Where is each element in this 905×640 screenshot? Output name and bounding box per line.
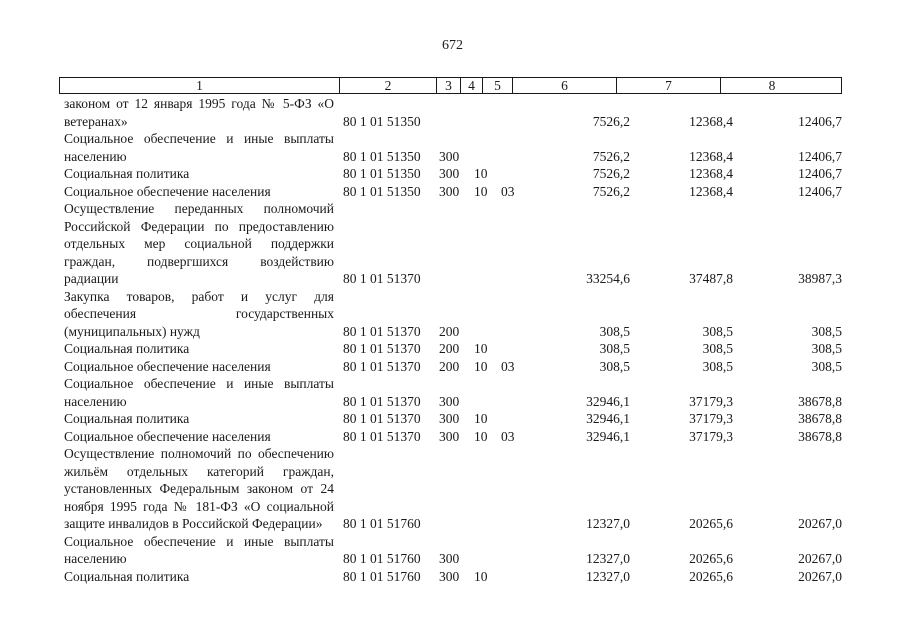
table-row xyxy=(64,410,844,428)
row-value-col-6: 7526,2 xyxy=(592,166,630,181)
row-section: 10 xyxy=(474,183,488,199)
row-code: 80 1 01 51370 xyxy=(343,358,421,374)
row-label: Социальная политика xyxy=(64,568,190,584)
row-value-col-7: 20265,6 xyxy=(689,551,733,566)
row-label: законом от 12 января 1995 года № 5-ФЗ «О ветеранах» xyxy=(64,96,334,129)
row-section: 10 xyxy=(474,358,488,374)
row-expense-type: 300 xyxy=(439,183,460,199)
row-value-col-8: 38678,8 xyxy=(798,393,842,409)
row-expense-type: 300 xyxy=(439,148,460,164)
row-value-col-6: 12327,0 xyxy=(586,568,630,584)
row-value-col-8: 38678,8 xyxy=(798,411,842,426)
header-col-7: 7 xyxy=(617,78,721,93)
row-value-col-6: 12327,0 xyxy=(586,516,630,531)
row-value-col-6: 7526,2 xyxy=(592,183,630,199)
row-subsection: 03 xyxy=(501,358,515,374)
header-col-6: 6 xyxy=(513,78,617,93)
table-row xyxy=(64,183,844,201)
table-row xyxy=(64,358,844,376)
row-section: 10 xyxy=(474,166,488,181)
row-value-col-6: 308,5 xyxy=(599,323,630,339)
row-value-col-7: 308,5 xyxy=(702,341,733,356)
row-value-col-6: 308,5 xyxy=(599,341,630,356)
row-label: Социальная политика xyxy=(64,411,190,426)
row-cells xyxy=(64,428,844,446)
row-value-col-7: 20265,6 xyxy=(689,568,733,584)
row-label: Социальное обеспечение населения xyxy=(64,358,271,374)
row-value-col-7: 37179,3 xyxy=(689,428,733,444)
header-col-1: 1 xyxy=(60,78,340,93)
row-value-col-8: 12406,7 xyxy=(798,113,842,129)
row-code: 80 1 01 51370 xyxy=(343,428,421,444)
row-cells xyxy=(64,340,844,358)
row-section: 10 xyxy=(474,411,488,426)
table-row xyxy=(64,568,844,586)
row-expense-type: 300 xyxy=(439,411,460,426)
row-expense-type: 300 xyxy=(439,166,460,181)
row-cells xyxy=(64,183,844,201)
row-code: 80 1 01 51760 xyxy=(343,568,421,584)
row-expense-type: 300 xyxy=(439,551,460,566)
table-row xyxy=(64,200,844,288)
row-code: 80 1 01 51350 xyxy=(343,148,421,164)
row-value-col-7: 37487,8 xyxy=(689,271,733,286)
row-cells xyxy=(64,165,844,183)
row-value-col-8: 38987,3 xyxy=(798,271,842,286)
row-value-col-6: 7526,2 xyxy=(592,113,630,129)
page-number: 672 xyxy=(442,38,463,53)
table-row xyxy=(64,533,844,568)
row-value-col-8: 308,5 xyxy=(811,358,842,374)
row-value-col-6: 32946,1 xyxy=(586,393,630,409)
row-cells xyxy=(64,550,844,568)
row-value-col-7: 12368,4 xyxy=(689,183,733,199)
row-value-col-7: 37179,3 xyxy=(689,393,733,409)
row-cells xyxy=(64,410,844,428)
table-row xyxy=(64,288,844,341)
table-row xyxy=(64,375,844,410)
table-row xyxy=(64,428,844,446)
row-subsection: 03 xyxy=(501,428,515,444)
row-value-col-6: 12327,0 xyxy=(586,551,630,566)
row-section: 10 xyxy=(474,568,488,584)
row-code: 80 1 01 51350 xyxy=(343,183,421,199)
row-value-col-7: 308,5 xyxy=(702,358,733,374)
row-code: 80 1 01 51370 xyxy=(343,271,421,286)
row-cells xyxy=(64,515,844,533)
row-cells xyxy=(64,568,844,586)
row-expense-type: 300 xyxy=(439,428,460,444)
row-label: Социальное обеспечение населения xyxy=(64,428,271,444)
row-expense-type: 200 xyxy=(439,341,460,356)
row-value-col-8: 12406,7 xyxy=(798,183,842,199)
row-value-col-6: 308,5 xyxy=(599,358,630,374)
row-code: 80 1 01 51370 xyxy=(343,411,421,426)
row-label: Социальное обеспечение и иные выплаты населению xyxy=(64,131,334,164)
header-col-5: 5 xyxy=(483,78,513,93)
row-value-col-8: 20267,0 xyxy=(798,516,842,531)
row-section: 10 xyxy=(474,428,488,444)
header-col-8: 8 xyxy=(768,78,776,93)
row-value-col-8: 12406,7 xyxy=(798,166,842,181)
table-header xyxy=(59,77,842,94)
row-label: Социальное обеспечение и иные выплаты населению xyxy=(64,376,334,409)
row-value-col-6: 7526,2 xyxy=(592,148,630,164)
row-cells xyxy=(64,323,844,341)
row-label: Социальное обеспечение населения xyxy=(64,183,271,199)
table-row xyxy=(64,95,844,130)
row-label: Осуществление переданных полномочий Российской Федерации по предоставлению отдельных мер социальной поддержки граждан, подвергшихся воздействию радиации xyxy=(64,201,334,286)
row-cells xyxy=(64,113,844,131)
row-section: 10 xyxy=(474,341,488,356)
table-row xyxy=(64,340,844,358)
row-expense-type: 200 xyxy=(439,323,460,339)
table-row xyxy=(64,130,844,165)
row-code: 80 1 01 51370 xyxy=(343,393,421,409)
row-value-col-7: 308,5 xyxy=(702,323,733,339)
row-label: Осуществление полномочий по обеспечению жильём отдельных категорий граждан, установленных Федеральным законом от 24 ноября 1995 года № 181-ФЗ «О социальной защите инвалидов в Российской Федерации» xyxy=(64,446,334,531)
row-code: 80 1 01 51370 xyxy=(343,323,421,339)
row-code: 80 1 01 51370 xyxy=(343,341,421,356)
row-value-col-7: 12368,4 xyxy=(689,113,733,129)
row-value-col-8: 20267,0 xyxy=(798,568,842,584)
row-cells xyxy=(64,393,844,411)
row-code: 80 1 01 51350 xyxy=(343,166,421,181)
table-row xyxy=(64,165,844,183)
table-row xyxy=(64,445,844,533)
row-cells xyxy=(64,358,844,376)
header-col-3: 3 xyxy=(437,78,461,93)
row-value-col-8: 308,5 xyxy=(811,323,842,339)
row-cells xyxy=(64,270,844,288)
row-value-col-7: 12368,4 xyxy=(689,166,733,181)
row-value-col-7: 12368,4 xyxy=(689,148,733,164)
row-value-col-7: 20265,6 xyxy=(689,516,733,531)
row-cells xyxy=(64,148,844,166)
row-value-col-6: 32946,1 xyxy=(586,411,630,426)
row-code: 80 1 01 51350 xyxy=(343,113,421,129)
row-value-col-8: 38678,8 xyxy=(798,428,842,444)
row-value-col-8: 12406,7 xyxy=(798,148,842,164)
header-col-4: 4 xyxy=(461,78,483,93)
row-value-col-6: 32946,1 xyxy=(586,428,630,444)
row-expense-type: 300 xyxy=(439,393,460,409)
row-value-col-8: 308,5 xyxy=(811,341,842,356)
row-label: Социальная политика xyxy=(64,341,190,356)
header-col-2: 2 xyxy=(340,78,437,93)
row-code: 80 1 01 51760 xyxy=(343,551,421,566)
row-code: 80 1 01 51760 xyxy=(343,516,421,531)
row-label: Социальная политика xyxy=(64,166,190,181)
budget-table-body xyxy=(64,95,844,585)
row-value-col-6: 33254,6 xyxy=(586,271,630,286)
row-expense-type: 300 xyxy=(439,568,460,584)
row-value-col-8: 20267,0 xyxy=(798,551,842,566)
row-subsection: 03 xyxy=(501,183,515,199)
row-value-col-7: 37179,3 xyxy=(689,411,733,426)
row-label: Закупка товаров, работ и услуг для обеспечения государственных (муниципальных) нужд xyxy=(64,288,334,339)
row-expense-type: 200 xyxy=(439,358,460,374)
row-label: Социальное обеспечение и иные выплаты населению xyxy=(64,533,334,566)
